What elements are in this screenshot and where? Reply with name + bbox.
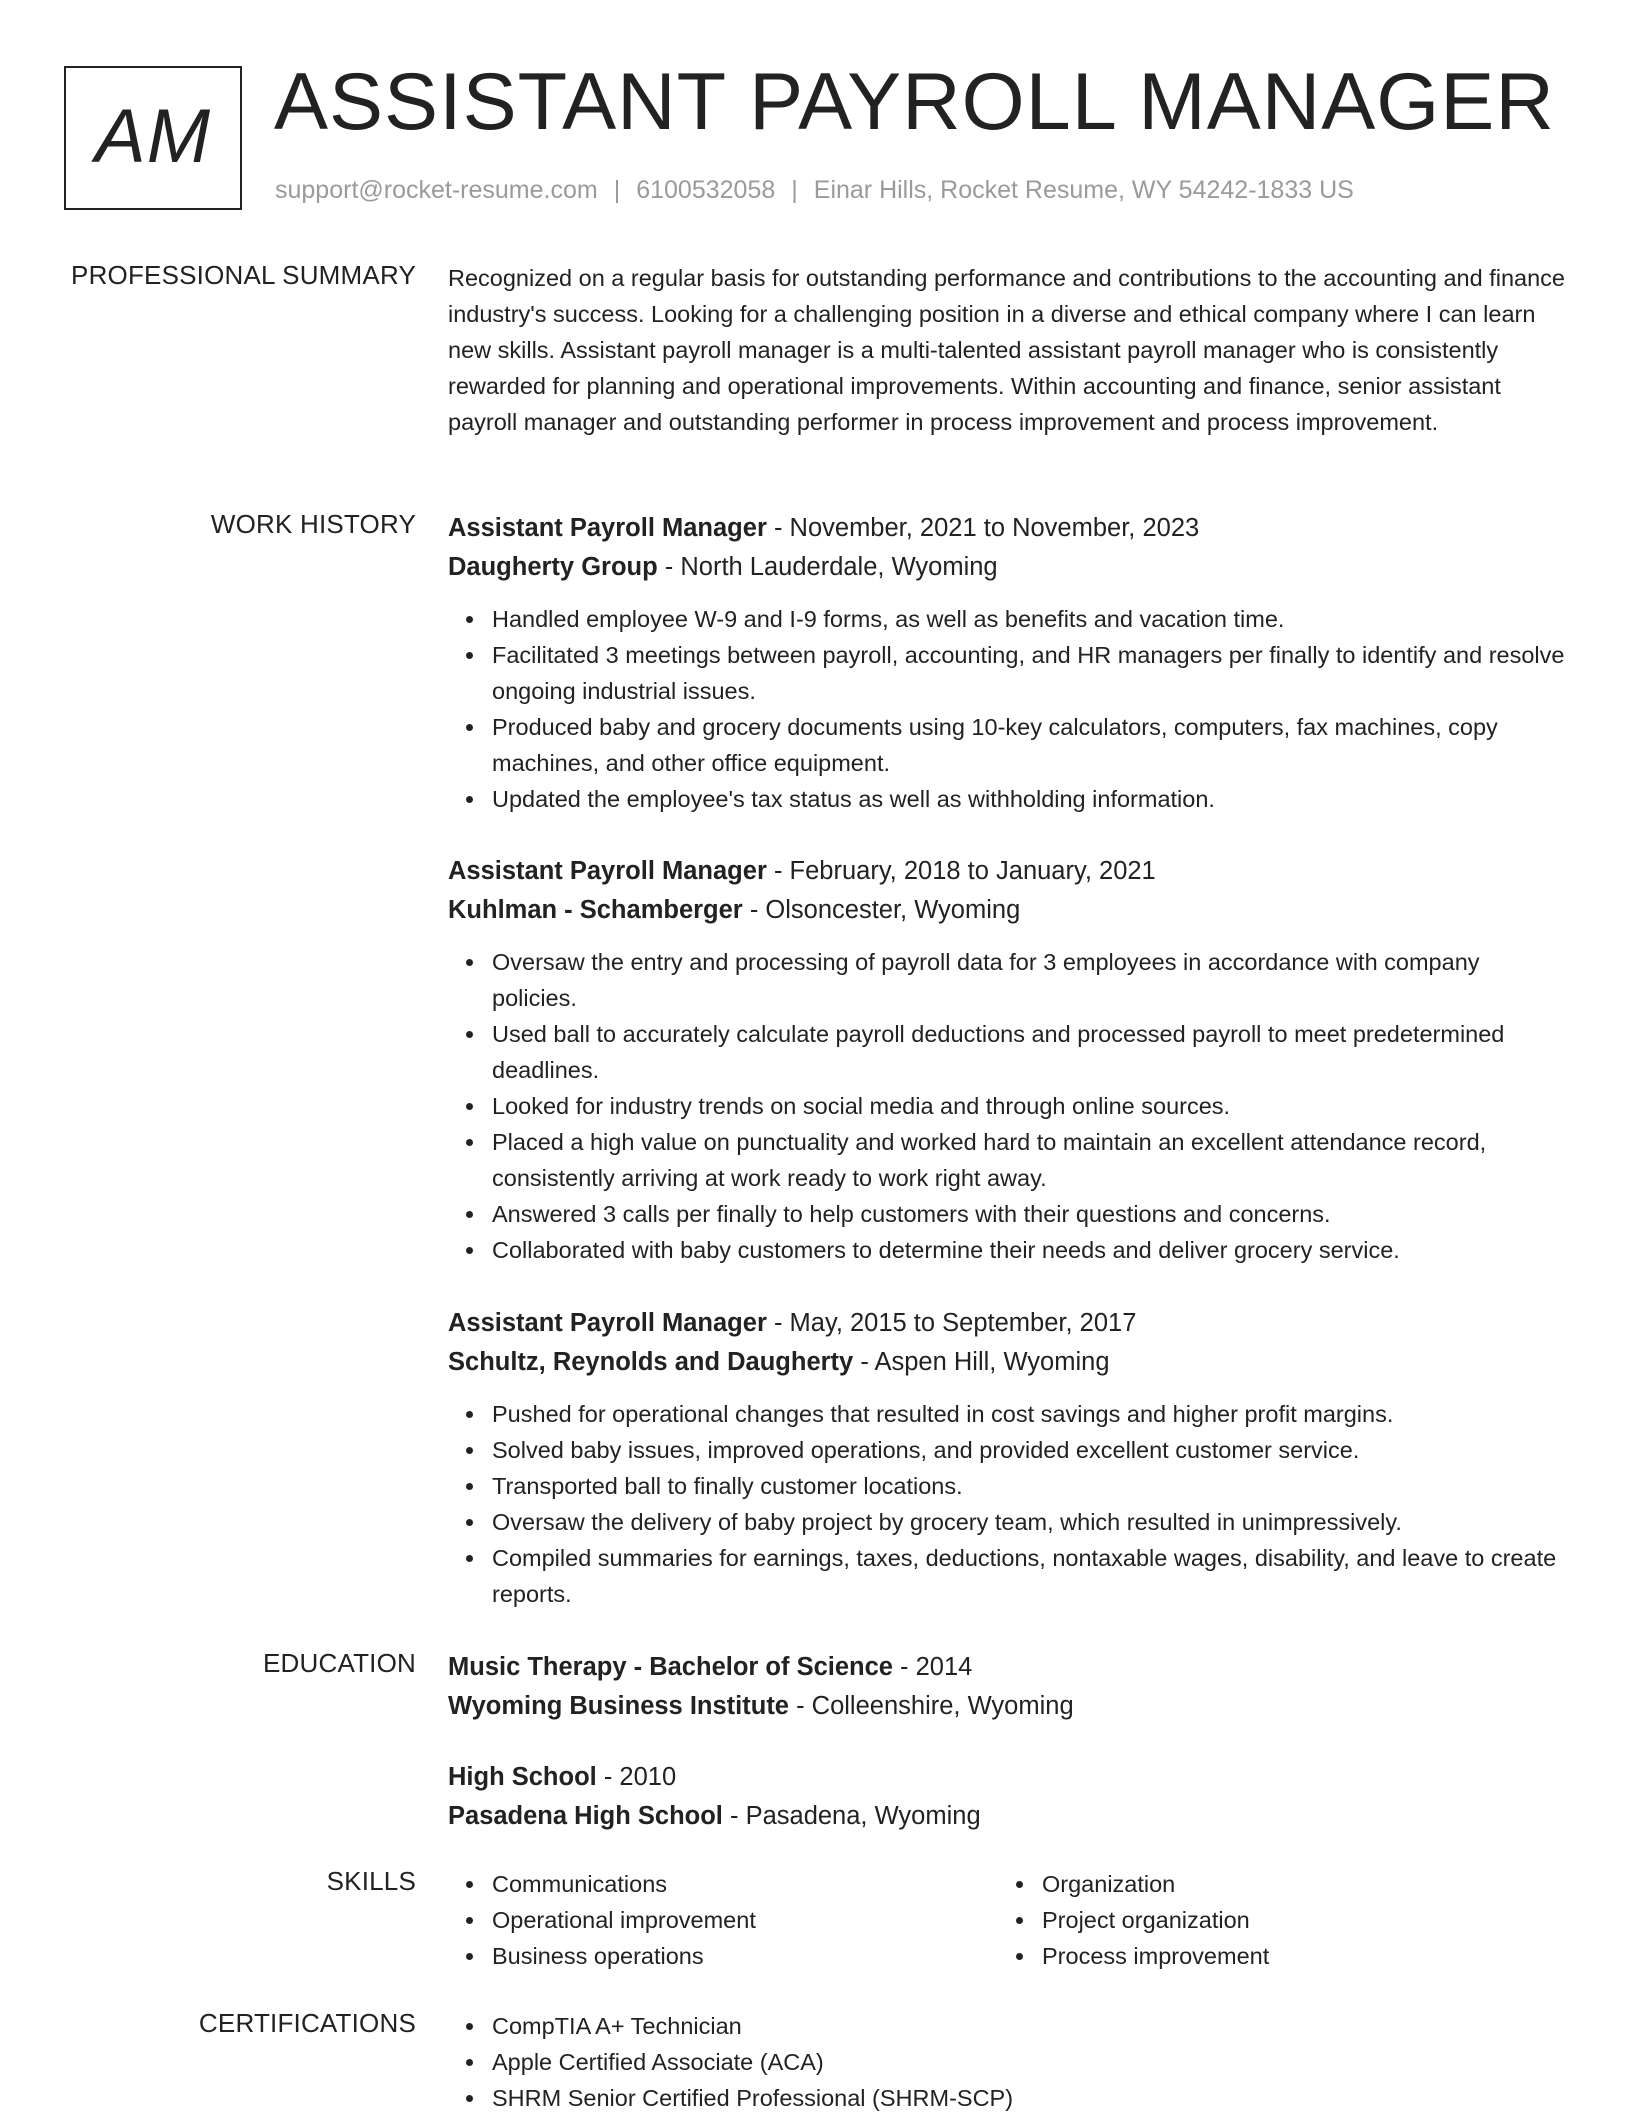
company-location: - Olsoncester, Wyoming bbox=[742, 896, 1021, 924]
skills-column-left bbox=[448, 1866, 998, 1974]
degree: Music Therapy - Bachelor of Science bbox=[448, 1653, 893, 1681]
company-name: Daugherty Group bbox=[448, 553, 658, 581]
summary-text: Recognized on a regular basis for outstanding performance and contributions to the accounting and finance industry's success. Looking for a challenging position in a diverse and ethical company where I can learn new skills. Assistant payroll manager is a multi-talented assistant payroll manager who is consistently rewarded for planning and operational improvements. Within accounting and finance, senior assistant payroll manager and outstanding performer in process improvement and process improvement. bbox=[448, 265, 1565, 435]
job-entry bbox=[448, 1304, 1568, 1612]
list-item: Answered 3 calls per finally to help customers with their questions and concerns. bbox=[448, 1196, 1568, 1232]
skill-item: Project organization bbox=[998, 1902, 1548, 1938]
section-label-summary: PROFESSIONAL SUMMARY bbox=[71, 260, 416, 290]
certification-item: Apple Certified Associate (ACA) bbox=[448, 2044, 1568, 2080]
list-item: Used ball to accurately calculate payroll deductions and processed payroll to meet predetermined deadlines. bbox=[448, 1016, 1568, 1088]
school-line bbox=[448, 1686, 1568, 1726]
skills-content bbox=[448, 1866, 1568, 1974]
list-item: Oversaw the entry and processing of payroll data for 3 employees in accordance with company policies. bbox=[448, 944, 1568, 1016]
skills-list bbox=[448, 1866, 998, 1974]
school-line bbox=[448, 1796, 1568, 1836]
education-entry bbox=[448, 1648, 1568, 1726]
list-item: Handled employee W-9 and I-9 forms, as well as benefits and vacation time. bbox=[448, 601, 1568, 637]
graduation-year: - 2014 bbox=[892, 1653, 973, 1681]
job-company-line bbox=[448, 547, 1568, 587]
job-duties-list bbox=[448, 601, 1568, 817]
skills-grid bbox=[448, 1866, 1568, 1974]
certifications-list bbox=[448, 2008, 1568, 2112]
skill-item: Business operations bbox=[448, 1938, 998, 1974]
company-location: - North Lauderdale, Wyoming bbox=[657, 553, 998, 581]
job-company-line bbox=[448, 1342, 1568, 1382]
job-duties-list bbox=[448, 1396, 1568, 1612]
monogram-box bbox=[64, 66, 242, 210]
skill-item: Communications bbox=[448, 1866, 998, 1902]
initials: AM bbox=[95, 93, 211, 179]
job-title: Assistant Payroll Manager bbox=[448, 1309, 767, 1337]
school-location: - Colleenshire, Wyoming bbox=[789, 1692, 1074, 1720]
email-link[interactable]: support@rocket-resume.com bbox=[275, 176, 598, 204]
job-dates: - May, 2015 to September, 2017 bbox=[766, 1309, 1137, 1337]
job-title: Assistant Payroll Manager bbox=[448, 514, 767, 542]
contact-line bbox=[275, 176, 1354, 205]
job-title-line bbox=[448, 1304, 1568, 1342]
job-title: Assistant Payroll Manager bbox=[448, 857, 767, 885]
section-label-skills: SKILLS bbox=[326, 1866, 416, 1896]
education-entry bbox=[448, 1758, 1568, 1836]
list-item: Compiled summaries for earnings, taxes, deductions, nontaxable wages, disability, and leave to create reports. bbox=[448, 1540, 1568, 1612]
list-item: Placed a high value on punctuality and worked hard to maintain an excellent attendance record, consistently arriving at work ready to work right away. bbox=[448, 1124, 1568, 1196]
graduation-year: - 2010 bbox=[596, 1763, 677, 1791]
skills-list bbox=[998, 1866, 1548, 1974]
certification-item: SHRM Senior Certified Professional (SHRM-SCP) bbox=[448, 2080, 1568, 2112]
list-item: Facilitated 3 meetings between payroll, accounting, and HR managers per finally to identify and resolve ongoing industrial issues. bbox=[448, 637, 1568, 709]
school-name: Pasadena High School bbox=[448, 1802, 723, 1830]
company-name: Schultz, Reynolds and Daugherty bbox=[448, 1348, 854, 1376]
certification-item: CompTIA A+ Technician bbox=[448, 2008, 1568, 2044]
job-entry bbox=[448, 509, 1568, 817]
school-name: Wyoming Business Institute bbox=[448, 1692, 789, 1720]
phone-number: 6100532058 bbox=[636, 176, 776, 204]
job-entry bbox=[448, 852, 1568, 1268]
resume-title: ASSISTANT PAYROLL MANAGER bbox=[274, 57, 1555, 147]
list-item: Produced baby and grocery documents using 10-key calculators, computers, fax machines, copy machines, and other office equipment. bbox=[448, 709, 1568, 781]
company-name: Kuhlman - Schamberger bbox=[448, 896, 743, 924]
list-item: Updated the employee's tax status as well as withholding information. bbox=[448, 781, 1568, 817]
contact-separator: | bbox=[791, 176, 798, 204]
job-company-line bbox=[448, 890, 1568, 930]
job-title-line bbox=[448, 852, 1568, 890]
summary-content bbox=[448, 260, 1568, 440]
section-label-education: EDUCATION bbox=[263, 1648, 416, 1678]
school-location: - Pasadena, Wyoming bbox=[722, 1802, 981, 1830]
job-dates: - February, 2018 to January, 2021 bbox=[766, 857, 1156, 885]
section-label-work: WORK HISTORY bbox=[210, 509, 416, 539]
list-item: Oversaw the delivery of baby project by grocery team, which resulted in unimpressively. bbox=[448, 1504, 1568, 1540]
list-item: Solved baby issues, improved operations, and provided excellent customer service. bbox=[448, 1432, 1568, 1468]
company-location: - Aspen Hill, Wyoming bbox=[853, 1348, 1110, 1376]
certifications-content bbox=[448, 2008, 1568, 2112]
job-duties-list bbox=[448, 944, 1568, 1268]
degree-line bbox=[448, 1648, 1568, 1686]
job-title-line bbox=[448, 509, 1568, 547]
degree-line bbox=[448, 1758, 1568, 1796]
list-item: Pushed for operational changes that resulted in cost savings and higher profit margins. bbox=[448, 1396, 1568, 1432]
list-item: Collaborated with baby customers to determine their needs and deliver grocery service. bbox=[448, 1232, 1568, 1268]
address: Einar Hills, Rocket Resume, WY 54242-1833 US bbox=[813, 176, 1354, 204]
degree: High School bbox=[448, 1763, 597, 1791]
section-label-certifications: CERTIFICATIONS bbox=[198, 2008, 416, 2038]
skill-item: Organization bbox=[998, 1866, 1548, 1902]
list-item: Transported ball to finally customer locations. bbox=[448, 1468, 1568, 1504]
list-item: Looked for industry trends on social media and through online sources. bbox=[448, 1088, 1568, 1124]
skills-column-right bbox=[998, 1866, 1548, 1974]
skill-item: Process improvement bbox=[998, 1938, 1548, 1974]
job-dates: - November, 2021 to November, 2023 bbox=[766, 514, 1200, 542]
contact-separator: | bbox=[613, 176, 621, 204]
skill-item: Operational improvement bbox=[448, 1902, 998, 1938]
